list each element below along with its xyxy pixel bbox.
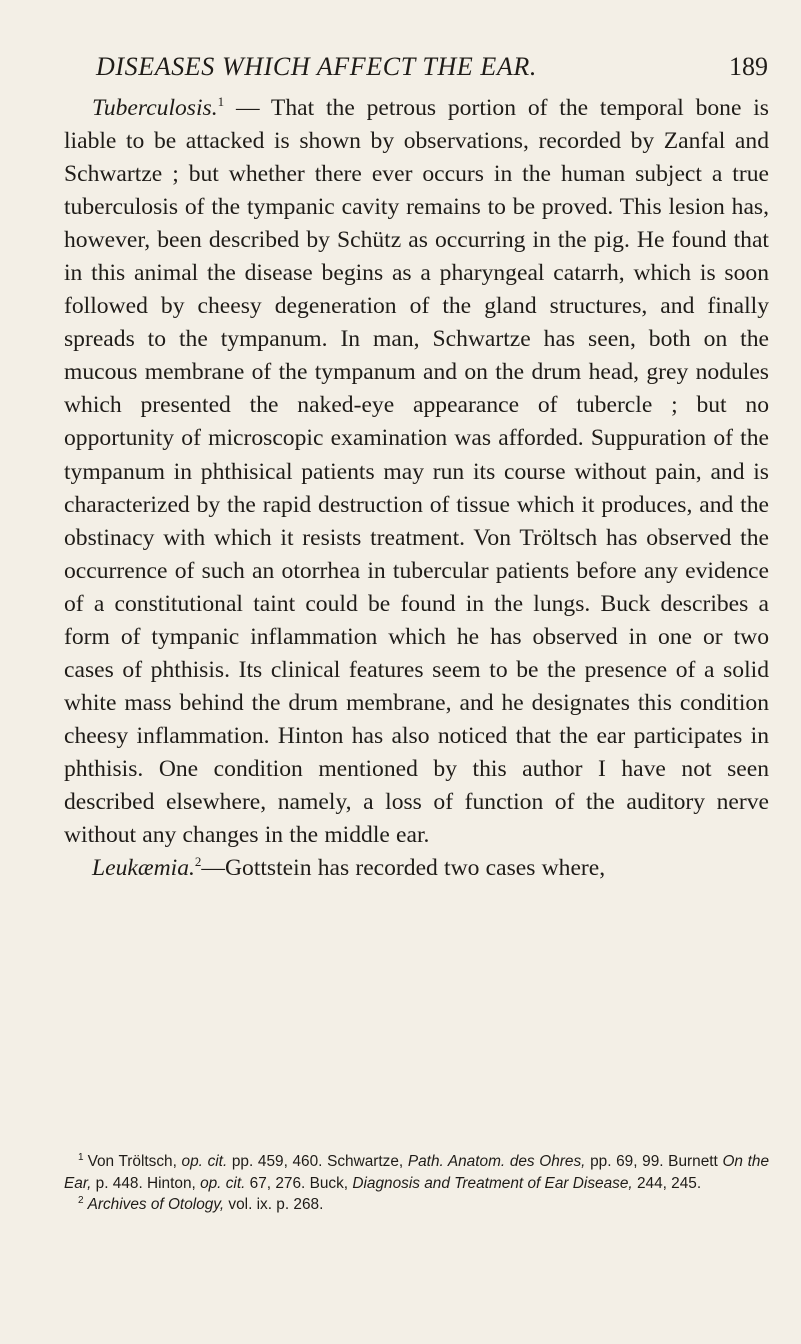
paragraph-tuberculosis (64, 92, 769, 852)
footnote-segment: vol. ix. p. 268. (224, 1196, 324, 1213)
note-reference-1: 1 (217, 94, 225, 109)
footnote-segment: op. cit. (181, 1153, 228, 1170)
footnote-segment: 244, 245. (632, 1174, 702, 1192)
footnote-segment: Path. Anatom. des Ohres, (407, 1153, 586, 1170)
section-heading-tuberculosis: Tuberculosis. (92, 95, 218, 121)
footnote-segment: On the Ear, (64, 1153, 770, 1192)
note-reference-2: 2 (194, 854, 202, 870)
footnote-mark: 1 (78, 1152, 84, 1163)
running-head (96, 52, 776, 86)
paragraph-leukaemia (64, 852, 769, 885)
page-number: 189 (729, 52, 768, 81)
footnote-segment: pp. 459, 460. Schwartze, (227, 1153, 408, 1170)
section-heading-leukaemia: Leukæmia. (92, 855, 195, 882)
footnote-2 (64, 1194, 769, 1216)
footnote-segment: Von Tröltsch, (87, 1153, 182, 1170)
footnote-segment: p. 448. Hinton, (91, 1174, 201, 1192)
footnote-segment: pp. 69, 99. Burnett (585, 1153, 723, 1170)
paragraph-text-tuberculosis: — That the petrous portion of the temporal bone is liable to be attacked is shown by observations, recorded by Zanfal and Schwartze ; but whether there ever occurs in the human subject a true tuberculosis of the tympanic cavity remains to be proved. This lesion has, however, been described by Schütz as occurring in the pig. He found that in this animal the disease begins as a pharyngeal catarrh, which is soon followed by cheesy degeneration of the gland structures, and finally spreads to the tympanum. In man, Schwartze has seen, both on the mucous membrane of the tympanum and on the drum head, grey nodules which presented the naked-eye appearance of tubercle ; but no opportunity of microscopic examination was afforded. Suppuration of the tympanum in phthisical patients may run its course without pain, and is characterized by the rapid destruction of tissue which it produces, and the obstinacy with which it resists treatment. Von Tröltsch has observed the occurrence of such an otorrhea in tubercular patients before any evidence of a constitutional taint could be found in the lungs. Buck describes a form of tympanic inflammation which he has observed in one or two cases of phthisis. Its clinical features seem to be the presence of a solid white mass behind the drum membrane, and he designates this condition cheesy inflammation. Hinton has also noticed that the ear participates in phthisis. One condition mentioned by this author I have not seen described elsewhere, namely, a loss of function of the auditory nerve without any changes in the middle ear. (64, 95, 769, 849)
body-text (64, 92, 769, 885)
footnote-1 (64, 1151, 769, 1194)
footnotes (64, 1151, 769, 1216)
footnote-segment: op. cit. (200, 1174, 246, 1192)
running-title: DISEASES WHICH AFFECT THE EAR. (96, 52, 537, 81)
footnote-segment: Archives of Otology, (87, 1196, 225, 1213)
paragraph-text-leukaemia: —Gottstein has recorded two cases where, (201, 855, 606, 882)
footnote-segment: 67, 276. Buck, (245, 1174, 353, 1192)
footnote-mark: 2 (78, 1195, 84, 1206)
footnote-segment: Diagnosis and Treatment of Ear Disease, (352, 1174, 633, 1192)
